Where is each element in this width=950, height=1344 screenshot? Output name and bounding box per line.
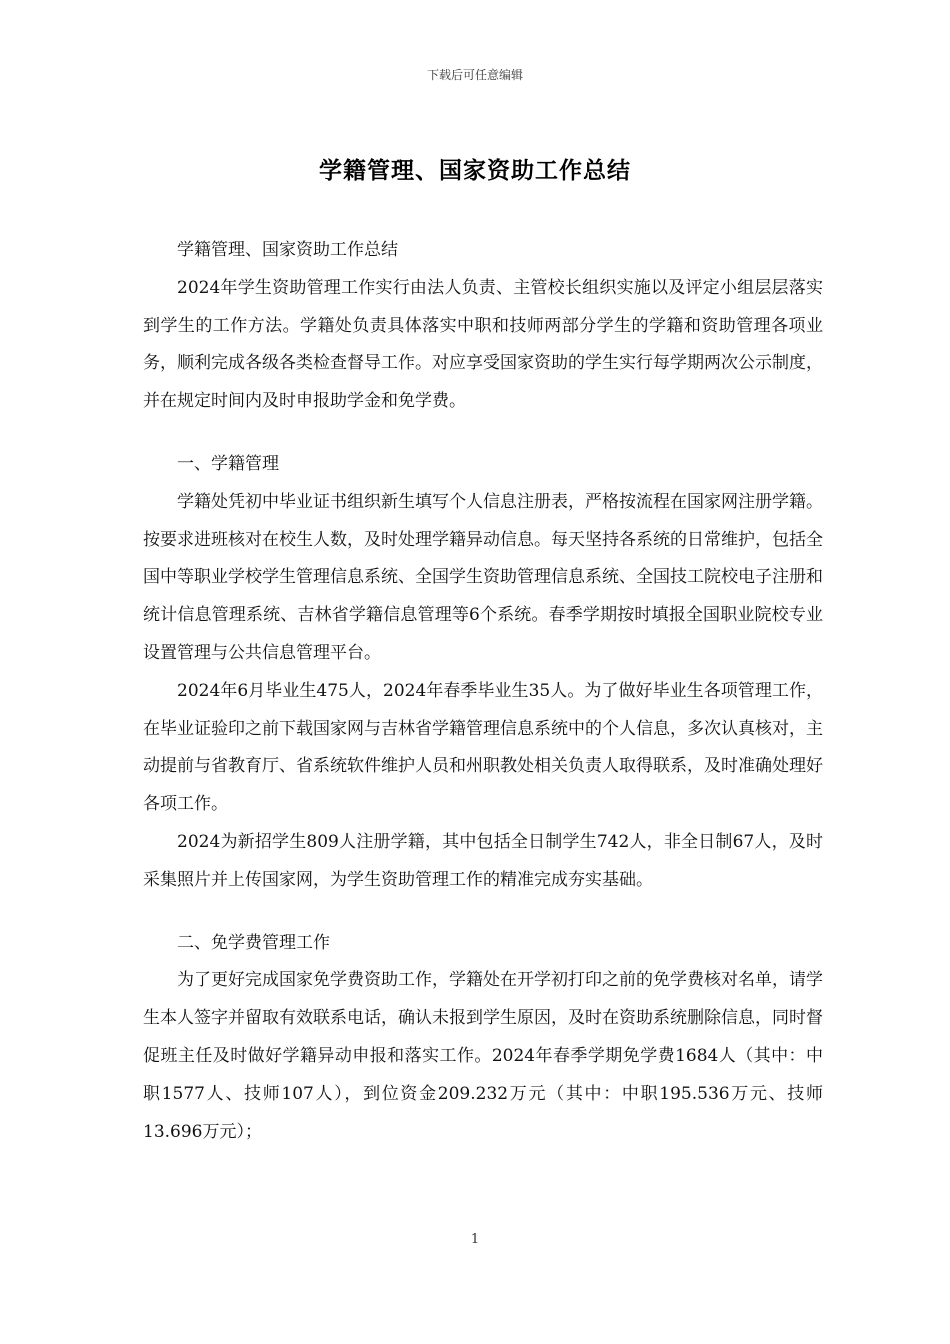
section-heading-tuition-exemption: 二、免学费管理工作 xyxy=(177,932,330,953)
section1-paragraph-3: 2024为新招学生809人注册学籍，其中包括全日制学生742人，非全日制67人，及时采集照片并上传国家网，为学生资助管理工作的精准完成夯实基础。 xyxy=(143,831,823,890)
section1-paragraph-1: 学籍处凭初中毕业证书组织新生填写个人信息注册表，严格按流程在国家网注册学籍。按要求进班核对在校生人数，及时处理学籍异动信息。每天坚持各系统的日常维护，包括全国中等职业学校学生管理信息系统、全国学生资助管理信息系统、全国技工院校电子注册和统计信息管理系统、吉林省学籍信息管理等6个系统。春季学期按时填报全国职业院校专业设置管理与公共信息管理平台。 xyxy=(143,491,823,663)
section2-paragraph-1: 为了更好完成国家免学费资助工作，学籍处在开学初打印之前的免学费核对名单，请学生本人签字并留取有效联系电话，确认未报到学生原因，及时在资助系统删除信息，同时督促班主任及时做好学籍异动申报和落实工作。2024年春季学期免学费1684人（其中：中职1577人、技师107人），到位资金209.232万元（其中：中职195.536万元、技师13.696万元）； xyxy=(143,970,823,1142)
section1-paragraph-2: 2024年6月毕业生475人，2024年春季毕业生35人。为了做好毕业生各项管理工作，在毕业证验印之前下载国家网与吉林省学籍管理信息系统中的个人信息，多次认真核对，主动提前与省教育厅、省系统软件维护人员和州职教处相关负责人取得联系，及时准确处理好各项工作。 xyxy=(143,680,823,815)
header-note: 下载后可任意编辑 xyxy=(426,68,523,82)
document-body xyxy=(143,232,823,1151)
document-title: 学籍管理、国家资助工作总结 xyxy=(319,158,631,184)
intro-subtitle: 学籍管理、国家资助工作总结 xyxy=(177,240,398,260)
page-number: 1 xyxy=(470,1232,480,1247)
section-heading-student-records: 一、学籍管理 xyxy=(177,453,279,474)
intro-paragraph: 2024年学生资助管理工作实行由法人负责、主管校长组织实施以及评定小组层层落实到学生的工作方法。学籍处负责具体落实中职和技师两部分学生的学籍和资助管理各项业务，顺利完成各级各类检查督导工作。对应享受国家资助的学生实行每学期两次公示制度，并在规定时间内及时申报助学金和免学费。 xyxy=(143,277,823,412)
